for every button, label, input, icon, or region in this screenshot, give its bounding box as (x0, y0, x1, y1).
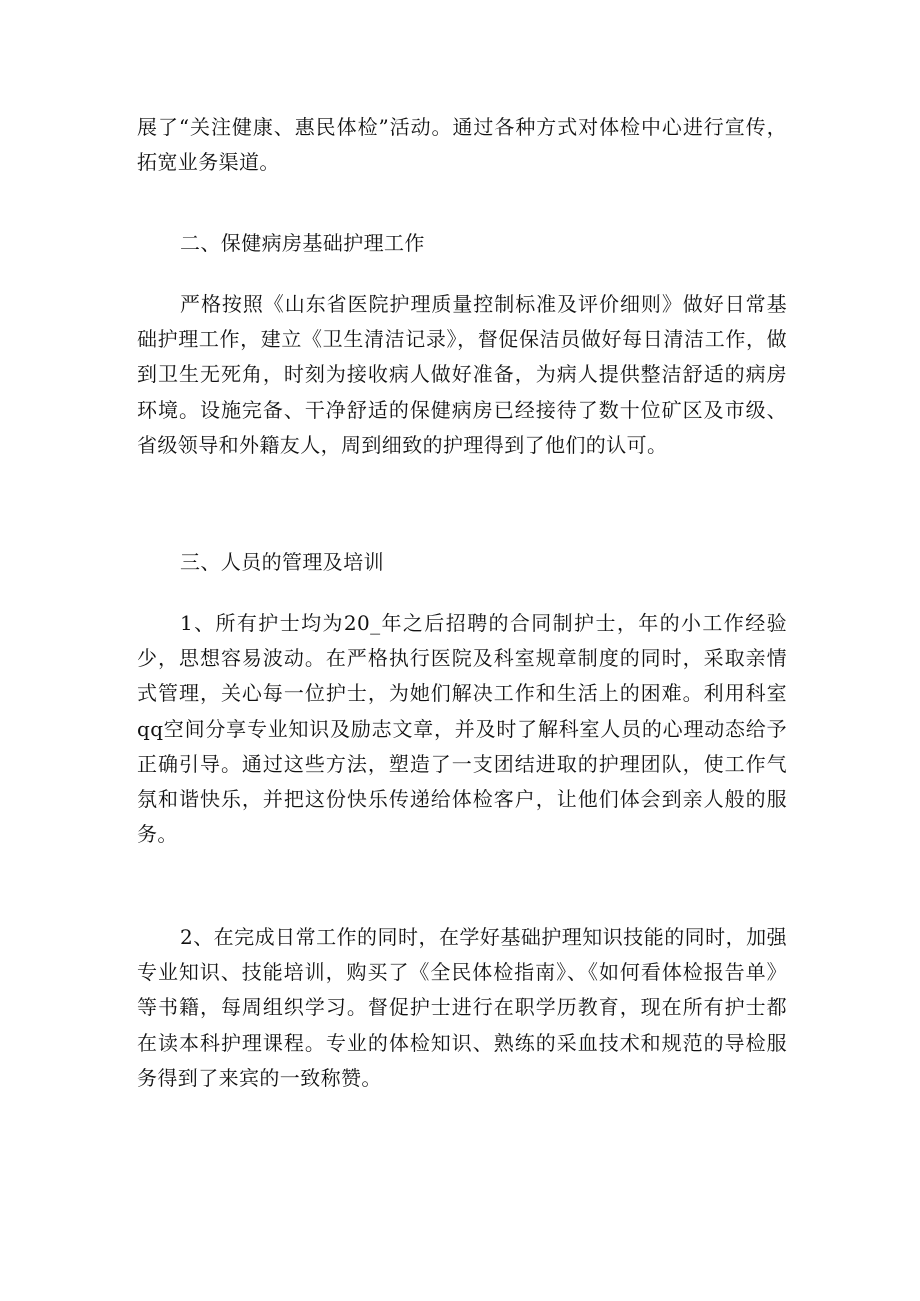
paragraph-promotion-continued: 展了“关注健康、惠民体检”活动。通过各种方式对体检中心进行宣传，拓宽业务渠道。 (137, 115, 787, 175)
section-heading-ward-care: 二、保健病房基础护理工作 (180, 231, 425, 255)
paragraph-staff-management: 1、所有护士均为20_年之后招聘的合同制护士，年的小工作经验少，思想容易波动。在严格执行医院及科室规章制度的同时，采取亲情式管理，关心每一位护士，为她们解决工作和生活上的困难。利用科室qq空间分享专业知识及励志文章，并及时了解科室人员的心理动态给予正确引导。通过这些方法，塑造了一支团结进取的护理团队，使工作气氛和谐快乐，并把这份快乐传递给体检客户，让他们体会到亲人般的服务。 (137, 611, 787, 847)
paragraph-ward-care: 严格按照《山东省医院护理质量控制标准及评价细则》做好日常基础护理工作，建立《卫生清洁记录》，督促保洁员做好每日清洁工作，做到卫生无死角，时刻为接收病人做好准备，为病人提供整洁舒适的病房环境。设施完备、干净舒适的保健病房已经接待了数十位矿区及市级、省级领导和外籍友人，周到细致的护理得到了他们的认可。 (137, 292, 787, 457)
section-heading-staff-training: 三、人员的管理及培训 (180, 550, 384, 574)
paragraph-skills-training: 2、在完成日常工作的同时，在学好基础护理知识技能的同时，加强专业知识、技能培训，购买了《全民体检指南》、《如何看体检报告单》等书籍，每周组织学习。督促护士进行在职学历教育，现在所有护士都在读本科护理课程。专业的体检知识、熟练的采血技术和规范的导检服务得到了来宾的一致称赞。 (137, 925, 787, 1090)
